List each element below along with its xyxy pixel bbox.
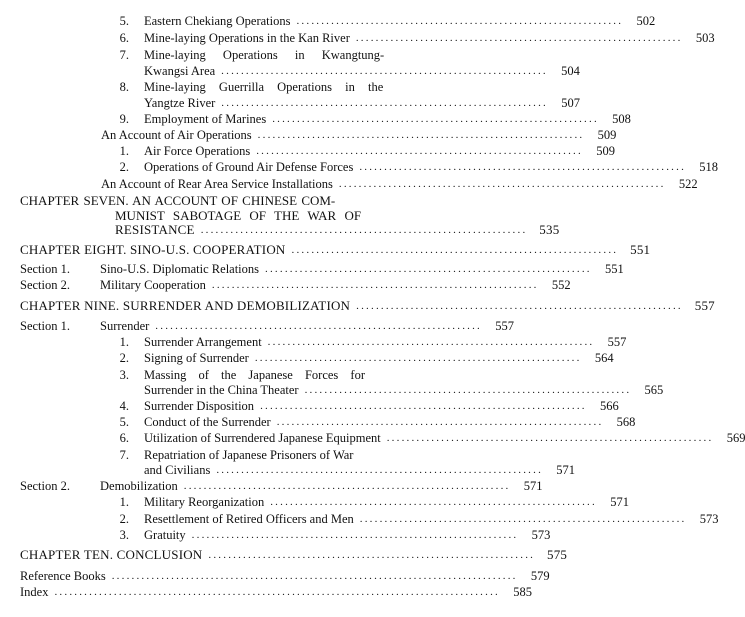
page-number: 571 <box>556 463 576 477</box>
page-number: 564 <box>594 351 614 365</box>
toc-entry-line1 <box>115 447 353 463</box>
dot-leader: .................................................................. <box>359 161 687 173</box>
entry-title: Mine-laying Operations in the Kan River <box>144 31 350 45</box>
chapter-heading-line1 <box>20 193 335 209</box>
page-number: 509 <box>596 144 615 158</box>
entry-title: Repatriation of Japanese Prisoners of War <box>144 448 354 462</box>
toc-entry <box>20 298 715 314</box>
entry-number: 1. <box>119 335 129 349</box>
entry-title-continued: Surrender in the China Theater <box>144 383 299 397</box>
chapter-title: CHAPTER TEN. CONCLUSION <box>20 547 203 562</box>
dot-leader: .......................................................................................... <box>54 586 500 598</box>
dot-leader: .................................................................. <box>254 352 582 364</box>
toc-entry <box>144 462 576 478</box>
chapter-title-continued: MUNIST SABOTAGE OF THE WAR OF <box>115 208 362 223</box>
page-number: 566 <box>600 399 619 413</box>
toc-entry <box>101 176 698 192</box>
page-number: 508 <box>612 112 631 126</box>
entry-title: Air Force Operations <box>144 144 251 158</box>
entry-number: 9. <box>119 112 129 126</box>
toc-entry-line1 <box>115 79 383 95</box>
dot-leader: .................................................................. <box>270 496 597 508</box>
entry-title: Conduct of the Surrender <box>144 415 271 429</box>
toc-entry-line1 <box>115 367 365 383</box>
entry-number: 2. <box>119 160 129 174</box>
entry-title: Sino-U.S. Diplomatic Relations <box>100 262 260 276</box>
page-number: 571 <box>523 479 543 493</box>
toc-entry <box>115 398 619 414</box>
dot-leader: .................................................................. <box>338 178 666 190</box>
toc-entry <box>20 261 624 277</box>
entry-title-continued: and Civilians <box>144 463 211 477</box>
toc-entry <box>115 511 719 527</box>
dot-leader: .................................................................. <box>296 15 624 27</box>
page-number: 569 <box>726 431 745 445</box>
dot-leader: .................................................................. <box>191 529 519 541</box>
toc-entry <box>115 350 614 366</box>
page-number: 575 <box>547 547 568 562</box>
toc-entry <box>115 527 551 543</box>
page-number: 579 <box>530 569 550 583</box>
page-number: 551 <box>630 242 651 257</box>
entry-title: Operations of Ground Air Defense Forces <box>144 160 354 174</box>
dot-leader: .................................................................. <box>208 549 536 561</box>
chapter-title: CHAPTER SEVEN. AN ACCOUNT OF CHINESE COM- <box>20 193 336 208</box>
page-number: 504 <box>561 64 580 78</box>
entry-number: 7. <box>119 448 129 462</box>
toc-entry <box>20 478 543 494</box>
toc-entry <box>115 159 719 175</box>
entry-number: 8. <box>119 80 129 94</box>
toc-entry <box>20 277 571 293</box>
entry-title: Resettlement of Retired Officers and Men <box>144 512 354 526</box>
page-number: 535 <box>539 222 560 237</box>
page-number: 551 <box>604 262 624 276</box>
entry-title: Index <box>20 585 49 599</box>
entry-title: Mine-laying Operations in Kwangtung- <box>144 48 385 62</box>
entry-number: 4. <box>119 399 129 413</box>
page-number: 565 <box>644 383 664 397</box>
entry-title: Military Cooperation <box>100 278 206 292</box>
toc-entry <box>144 95 580 111</box>
toc-entry <box>115 414 636 430</box>
entry-title-continued: Yangtze River <box>144 96 216 110</box>
entry-number: 6. <box>119 31 129 45</box>
entry-number: 1. <box>119 495 129 509</box>
entry-title: Gratuity <box>144 528 186 542</box>
entry-number: 7. <box>119 48 129 62</box>
entry-number: 5. <box>119 415 129 429</box>
entry-number: 1. <box>119 144 129 158</box>
toc-entry <box>20 568 550 584</box>
page-number: 557 <box>495 319 514 333</box>
chapter-title: CHAPTER NINE. SURRENDER AND DEMOBILIZATION <box>20 298 351 313</box>
toc-entry-line1 <box>115 47 384 63</box>
page-number: 522 <box>678 177 698 191</box>
toc-entry <box>144 63 580 79</box>
dot-leader: .................................................................. <box>267 336 595 348</box>
chapter-title-continued: RESISTANCE <box>115 222 195 237</box>
section-label: Section 2. <box>20 479 70 493</box>
entry-title: Utilization of Surrendered Japanese Equipment <box>144 431 381 445</box>
toc-entry <box>20 584 532 600</box>
entry-title: An Account of Air Operations <box>101 128 252 142</box>
dot-leader: .................................................................. <box>356 300 683 312</box>
toc-entry <box>115 430 745 446</box>
entry-title-continued: Kwangsi Area <box>144 64 216 78</box>
page-number: 571 <box>610 495 629 509</box>
entry-title: Signing of Surrender <box>144 351 249 365</box>
entry-number: 2. <box>119 512 129 526</box>
dot-leader: .................................................................. <box>260 400 587 412</box>
entry-number: 2. <box>119 351 129 365</box>
toc-entry <box>115 143 615 159</box>
entry-title: Massing of the Japanese Forces for <box>144 368 365 382</box>
entry-number: 3. <box>119 528 129 542</box>
dot-leader: .................................................................. <box>200 224 528 236</box>
page-number: 507 <box>561 96 580 110</box>
section-label: Section 1. <box>20 319 70 333</box>
dot-leader: .................................................................. <box>257 129 585 141</box>
dot-leader: .................................................................. <box>216 464 544 476</box>
page-number: 585 <box>513 585 532 599</box>
page-number: 509 <box>597 128 617 142</box>
page-number: 503 <box>695 31 715 45</box>
toc-entry <box>20 318 514 334</box>
toc-entry <box>115 111 631 127</box>
toc-entry <box>20 547 568 563</box>
dot-leader: .................................................................. <box>276 416 604 428</box>
toc-entry <box>115 494 629 510</box>
entry-title: Military Reorganization <box>144 495 265 509</box>
entry-number: 6. <box>119 431 129 445</box>
dot-leader: .................................................................. <box>221 97 548 109</box>
dot-leader: .................................................................................. <box>111 570 518 582</box>
entry-number: 5. <box>119 14 129 28</box>
entry-title: Reference Books <box>20 569 106 583</box>
entry-title: Surrender Arrangement <box>144 335 262 349</box>
toc-entry <box>115 13 656 29</box>
page-number: 552 <box>551 278 571 292</box>
entry-title: Surrender <box>100 319 150 333</box>
entry-title: An Account of Rear Area Service Installations <box>101 177 333 191</box>
dot-leader: .................................................................. <box>256 145 583 157</box>
page-number: 557 <box>694 298 715 313</box>
dot-leader: .................................................................. <box>221 65 548 77</box>
dot-leader: .................................................................. <box>272 113 599 125</box>
chapter-title: CHAPTER EIGHT. SINO-U.S. COOPERATION <box>20 242 286 257</box>
toc-entry <box>115 222 560 238</box>
section-label: Section 1. <box>20 262 70 276</box>
entry-title: Surrender Disposition <box>144 399 255 413</box>
page-number: 573 <box>699 512 719 526</box>
page-number: 573 <box>531 528 551 542</box>
dot-leader: .................................................................. <box>291 244 619 256</box>
dot-leader: .................................................................. <box>183 480 511 492</box>
entry-title: Demobilization <box>100 479 178 493</box>
toc-entry <box>115 30 715 46</box>
toc-entry <box>101 127 617 143</box>
dot-leader: .................................................................. <box>386 432 714 444</box>
section-label: Section 2. <box>20 278 70 292</box>
page-number: 518 <box>699 160 719 174</box>
entry-title: Employment of Marines <box>144 112 267 126</box>
dot-leader: .................................................................. <box>355 32 683 44</box>
dot-leader: .................................................................. <box>304 384 632 396</box>
page-number: 568 <box>616 415 636 429</box>
page-number: 502 <box>636 14 656 28</box>
entry-title: Mine-laying Guerrilla Operations in the <box>144 80 384 94</box>
dot-leader: .................................................................. <box>359 513 687 525</box>
toc-entry <box>115 334 627 350</box>
dot-leader: .................................................................. <box>155 320 482 332</box>
toc-entry <box>144 382 664 398</box>
entry-title: Eastern Chekiang Operations <box>144 14 291 28</box>
toc-entry <box>20 242 651 258</box>
dot-leader: .................................................................. <box>211 279 539 291</box>
entry-number: 3. <box>119 368 129 382</box>
page-number: 557 <box>607 335 627 349</box>
dot-leader: .................................................................. <box>265 263 592 275</box>
